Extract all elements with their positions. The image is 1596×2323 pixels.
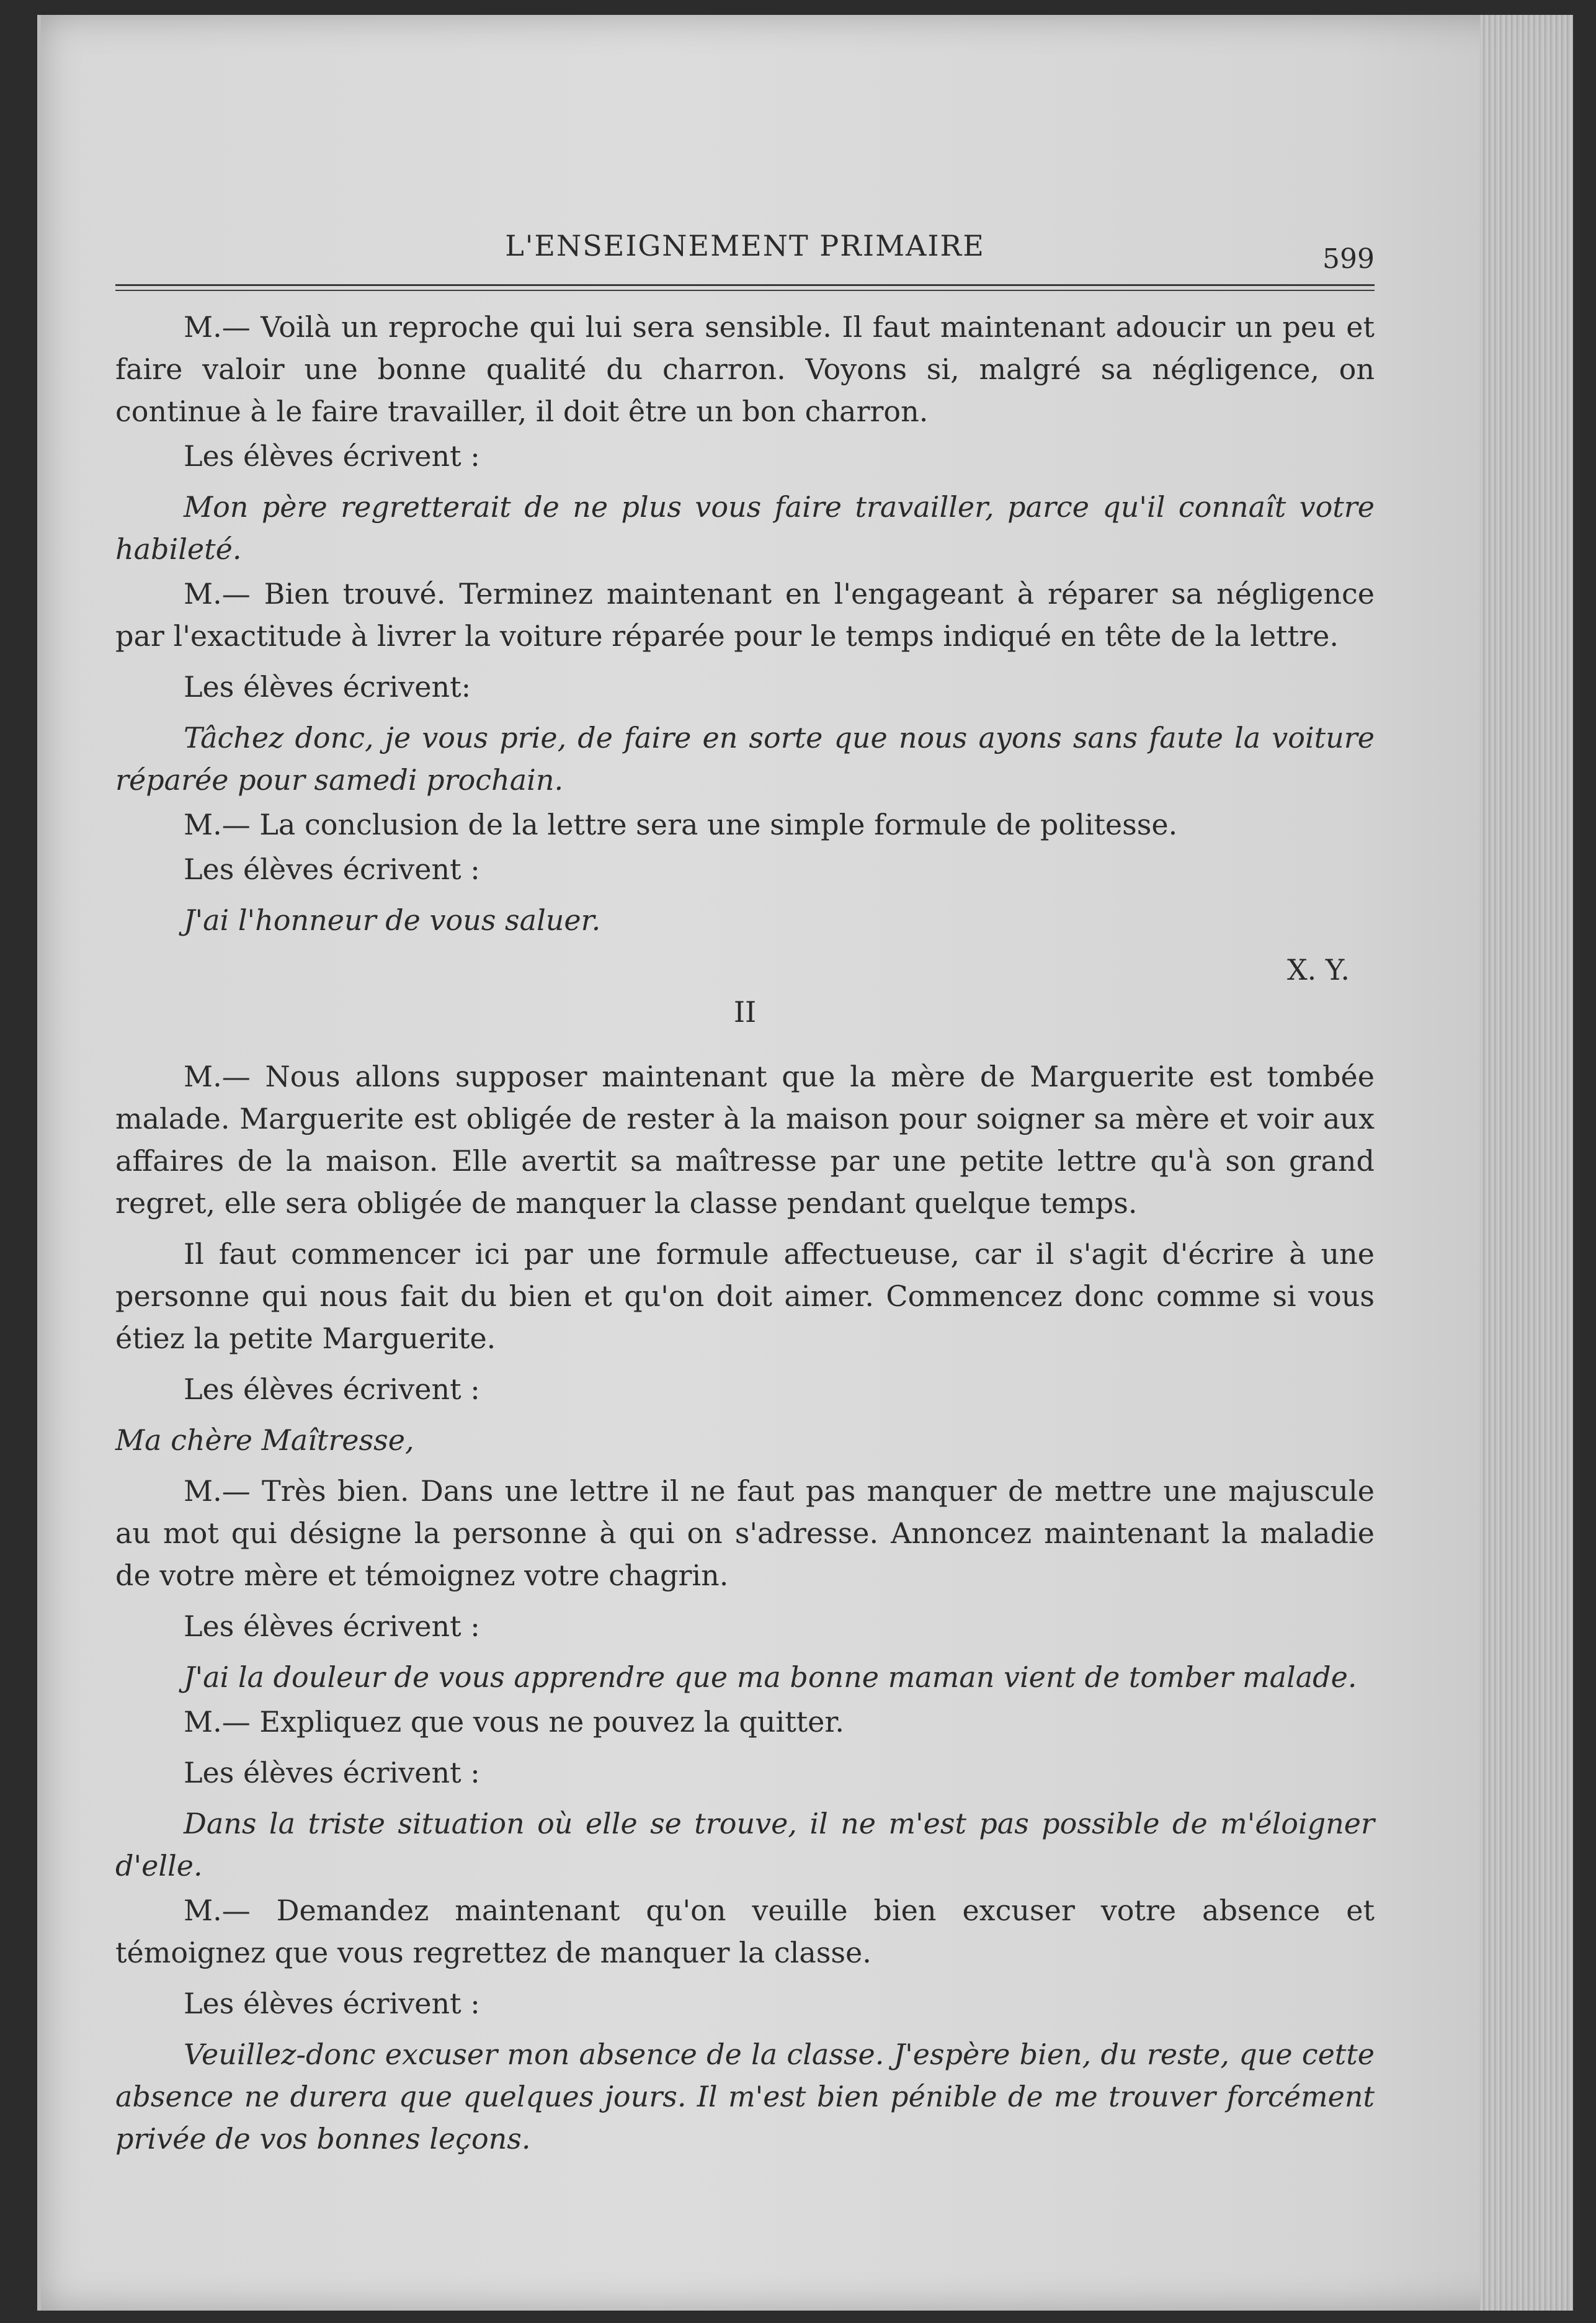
paragraph: M.— Bien trouvé. Terminez maintenant en l'engageant à réparer sa négligence par l'exactitude à livrer la voiture réparée pour le temps indiqué en tête de la lettre.: [115, 577, 1375, 653]
student-writing: Tâchez donc, je vous prie, de faire en sorte que nous ayons sans faute la voiture réparée pour samedi prochain.: [115, 721, 1375, 797]
paragraph: M.— Très bien. Dans une lettre il ne faut pas manquer de mettre une majuscule au mot qui désigne la personne à qui on s'adresse. Annoncez maintenant la maladie de votre mère et témoignez votre chagrin.: [115, 1474, 1375, 1592]
section-heading: II: [733, 995, 757, 1029]
paragraph: Les élèves écrivent :: [184, 1609, 480, 1643]
paragraph: Les élèves écrivent :: [184, 1756, 480, 1789]
student-writing: Veuillez-donc excuser mon absence de la classe. J'espère bien, du reste, que cette absence ne durera que quelques jours. Il m'est bien pénible de me trouver forcément privée de vos bonnes leçons.: [115, 2038, 1375, 2155]
running-title: L'ENSEIGNEMENT PRIMAIRE: [505, 229, 985, 262]
paragraph: Les élèves écrivent :: [184, 1372, 480, 1406]
paragraph: M.— Nous allons supposer maintenant que la mère de Marguerite est tombée malade. Marguerite est obligée de rester à la maison pour soigner sa mère et voir aux affaires de la maison. Elle avertit sa maîtresse par une petite lettre qu'à son grand regret, elle sera obligée de manquer la classe pendant quelque temps.: [115, 1060, 1375, 1220]
paragraph: M.— La conclusion de la lettre sera une simple formule de politesse.: [184, 808, 1178, 841]
paragraph: Les élèves écrivent :: [184, 1987, 480, 2020]
page-edges: [1480, 15, 1573, 2311]
page-number: 599: [1322, 243, 1375, 275]
paragraph: Les élèves écrivent :: [184, 439, 480, 473]
student-writing: Mon père regretterait de ne plus vous faire travailler, parce qu'il connaît votre habileté.: [115, 490, 1375, 566]
page-content: [115, 220, 1375, 2162]
paragraph: Les élèves écrivent :: [184, 853, 480, 886]
header-rule: [115, 284, 1375, 291]
running-head: [115, 220, 1375, 275]
student-writing: J'ai la douleur de vous apprendre que ma bonne maman vient de tomber malade.: [184, 1660, 1357, 1694]
paragraph: M.— Expliquez que vous ne pouvez la quitter.: [184, 1705, 844, 1739]
book-page: [37, 15, 1573, 2311]
student-writing: Dans la triste situation où elle se trouve, il ne m'est pas possible de m'éloigner d'elle.: [115, 1807, 1375, 1882]
student-writing: J'ai l'honneur de vous saluer.: [184, 903, 601, 937]
paragraph: Il faut commencer ici par une formule affectueuse, car il s'agit d'écrire à une personne qui nous fait du bien et qu'on doit aimer. Commencez donc comme si vous étiez la petite Marguerite.: [115, 1237, 1375, 1355]
signature: X. Y.: [1286, 953, 1350, 987]
student-writing: Ma chère Maîtresse,: [115, 1423, 414, 1457]
paragraph: Les élèves écrivent:: [184, 670, 471, 704]
paragraph: M.— Voilà un reproche qui lui sera sensible. Il faut maintenant adoucir un peu et faire valoir une bonne qualité du charron. Voyons si, malgré sa négligence, on continue à le faire travailler, il doit être un bon charron.: [115, 310, 1375, 428]
paragraph: M.— Demandez maintenant qu'on veuille bien excuser votre absence et témoignez que vous regrettez de manquer la classe.: [115, 1894, 1375, 1969]
